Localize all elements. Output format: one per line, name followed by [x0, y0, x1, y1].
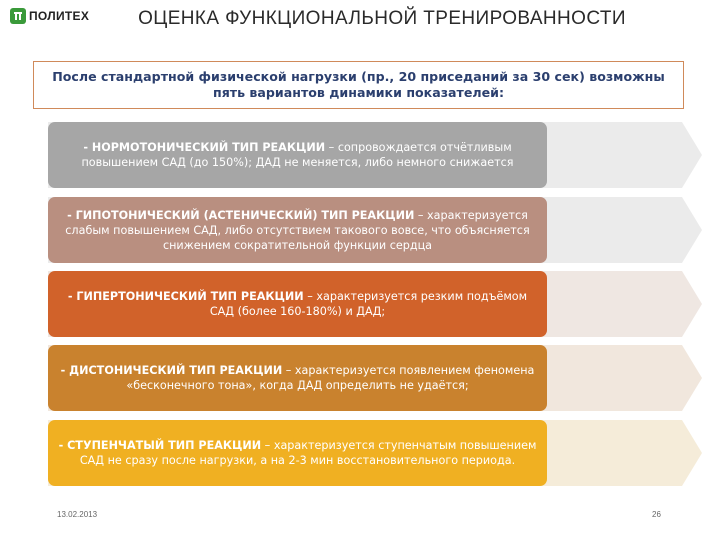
reaction-card-normotonic: [48, 122, 547, 188]
card-desc: – сопровождается отчётливым повышением САД (до 150%); ДАД не меняется, либо немного снижается: [81, 141, 514, 169]
card-title: - ГИПЕРТОНИЧЕСКИЙ ТИП РЕАКЦИИ: [67, 290, 304, 303]
intro-box: После стандартной физической нагрузки (пр., 20 приседаний за 30 сек) возможны пять вариантов динамики показателей:: [33, 61, 684, 109]
card-text: [56, 208, 539, 253]
card-title: - ГИПОТОНИЧЕСКИЙ (АСТЕНИЧЕСКИЙ) ТИП РЕАКЦИИ: [67, 208, 415, 222]
reaction-card-hypotonic: [48, 197, 547, 263]
card-title: - НОРМОТОНИЧЕСКИЙ ТИП РЕАКЦИИ: [83, 141, 326, 154]
card-text: [56, 289, 539, 319]
card-desc: – характеризуется резким подъёмом САД (более 160-180%) и ДАД;: [209, 290, 528, 318]
footer-date: 13.02.2013: [57, 510, 98, 519]
reaction-card-dystonic: [48, 345, 547, 411]
card-text: [56, 140, 539, 170]
page-number: 26: [652, 510, 661, 519]
card-desc: – характеризуется появлением феномена «бесконечного тона», когда ДАД определить не удаётся;: [126, 364, 535, 392]
logo-text: ПОЛИТЕХ: [29, 9, 90, 23]
reaction-card-stepwise: [48, 420, 547, 486]
card-desc: – характеризуется ступенчатым повышением САД не сразу после нагрузки, а на 2-3 мин восстановительного периода.: [79, 439, 537, 467]
card-text: [56, 363, 539, 393]
card-title: - СТУПЕНЧАТЫЙ ТИП РЕАКЦИИ: [58, 439, 262, 452]
reaction-card-hypertonic: [48, 271, 547, 337]
card-text: [56, 438, 539, 468]
card-title: - ДИСТОНИЧЕСКИЙ ТИП РЕАКЦИИ: [60, 364, 283, 377]
page-title: ОЦЕНКА ФУНКЦИОНАЛЬНОЙ ТРЕНИРОВАННОСТИ: [138, 8, 626, 29]
card-desc: – характеризуется слабым повышением САД, либо отсутствием такового вовсе, что объясняется снижением сократительной функции сердца: [65, 208, 530, 252]
